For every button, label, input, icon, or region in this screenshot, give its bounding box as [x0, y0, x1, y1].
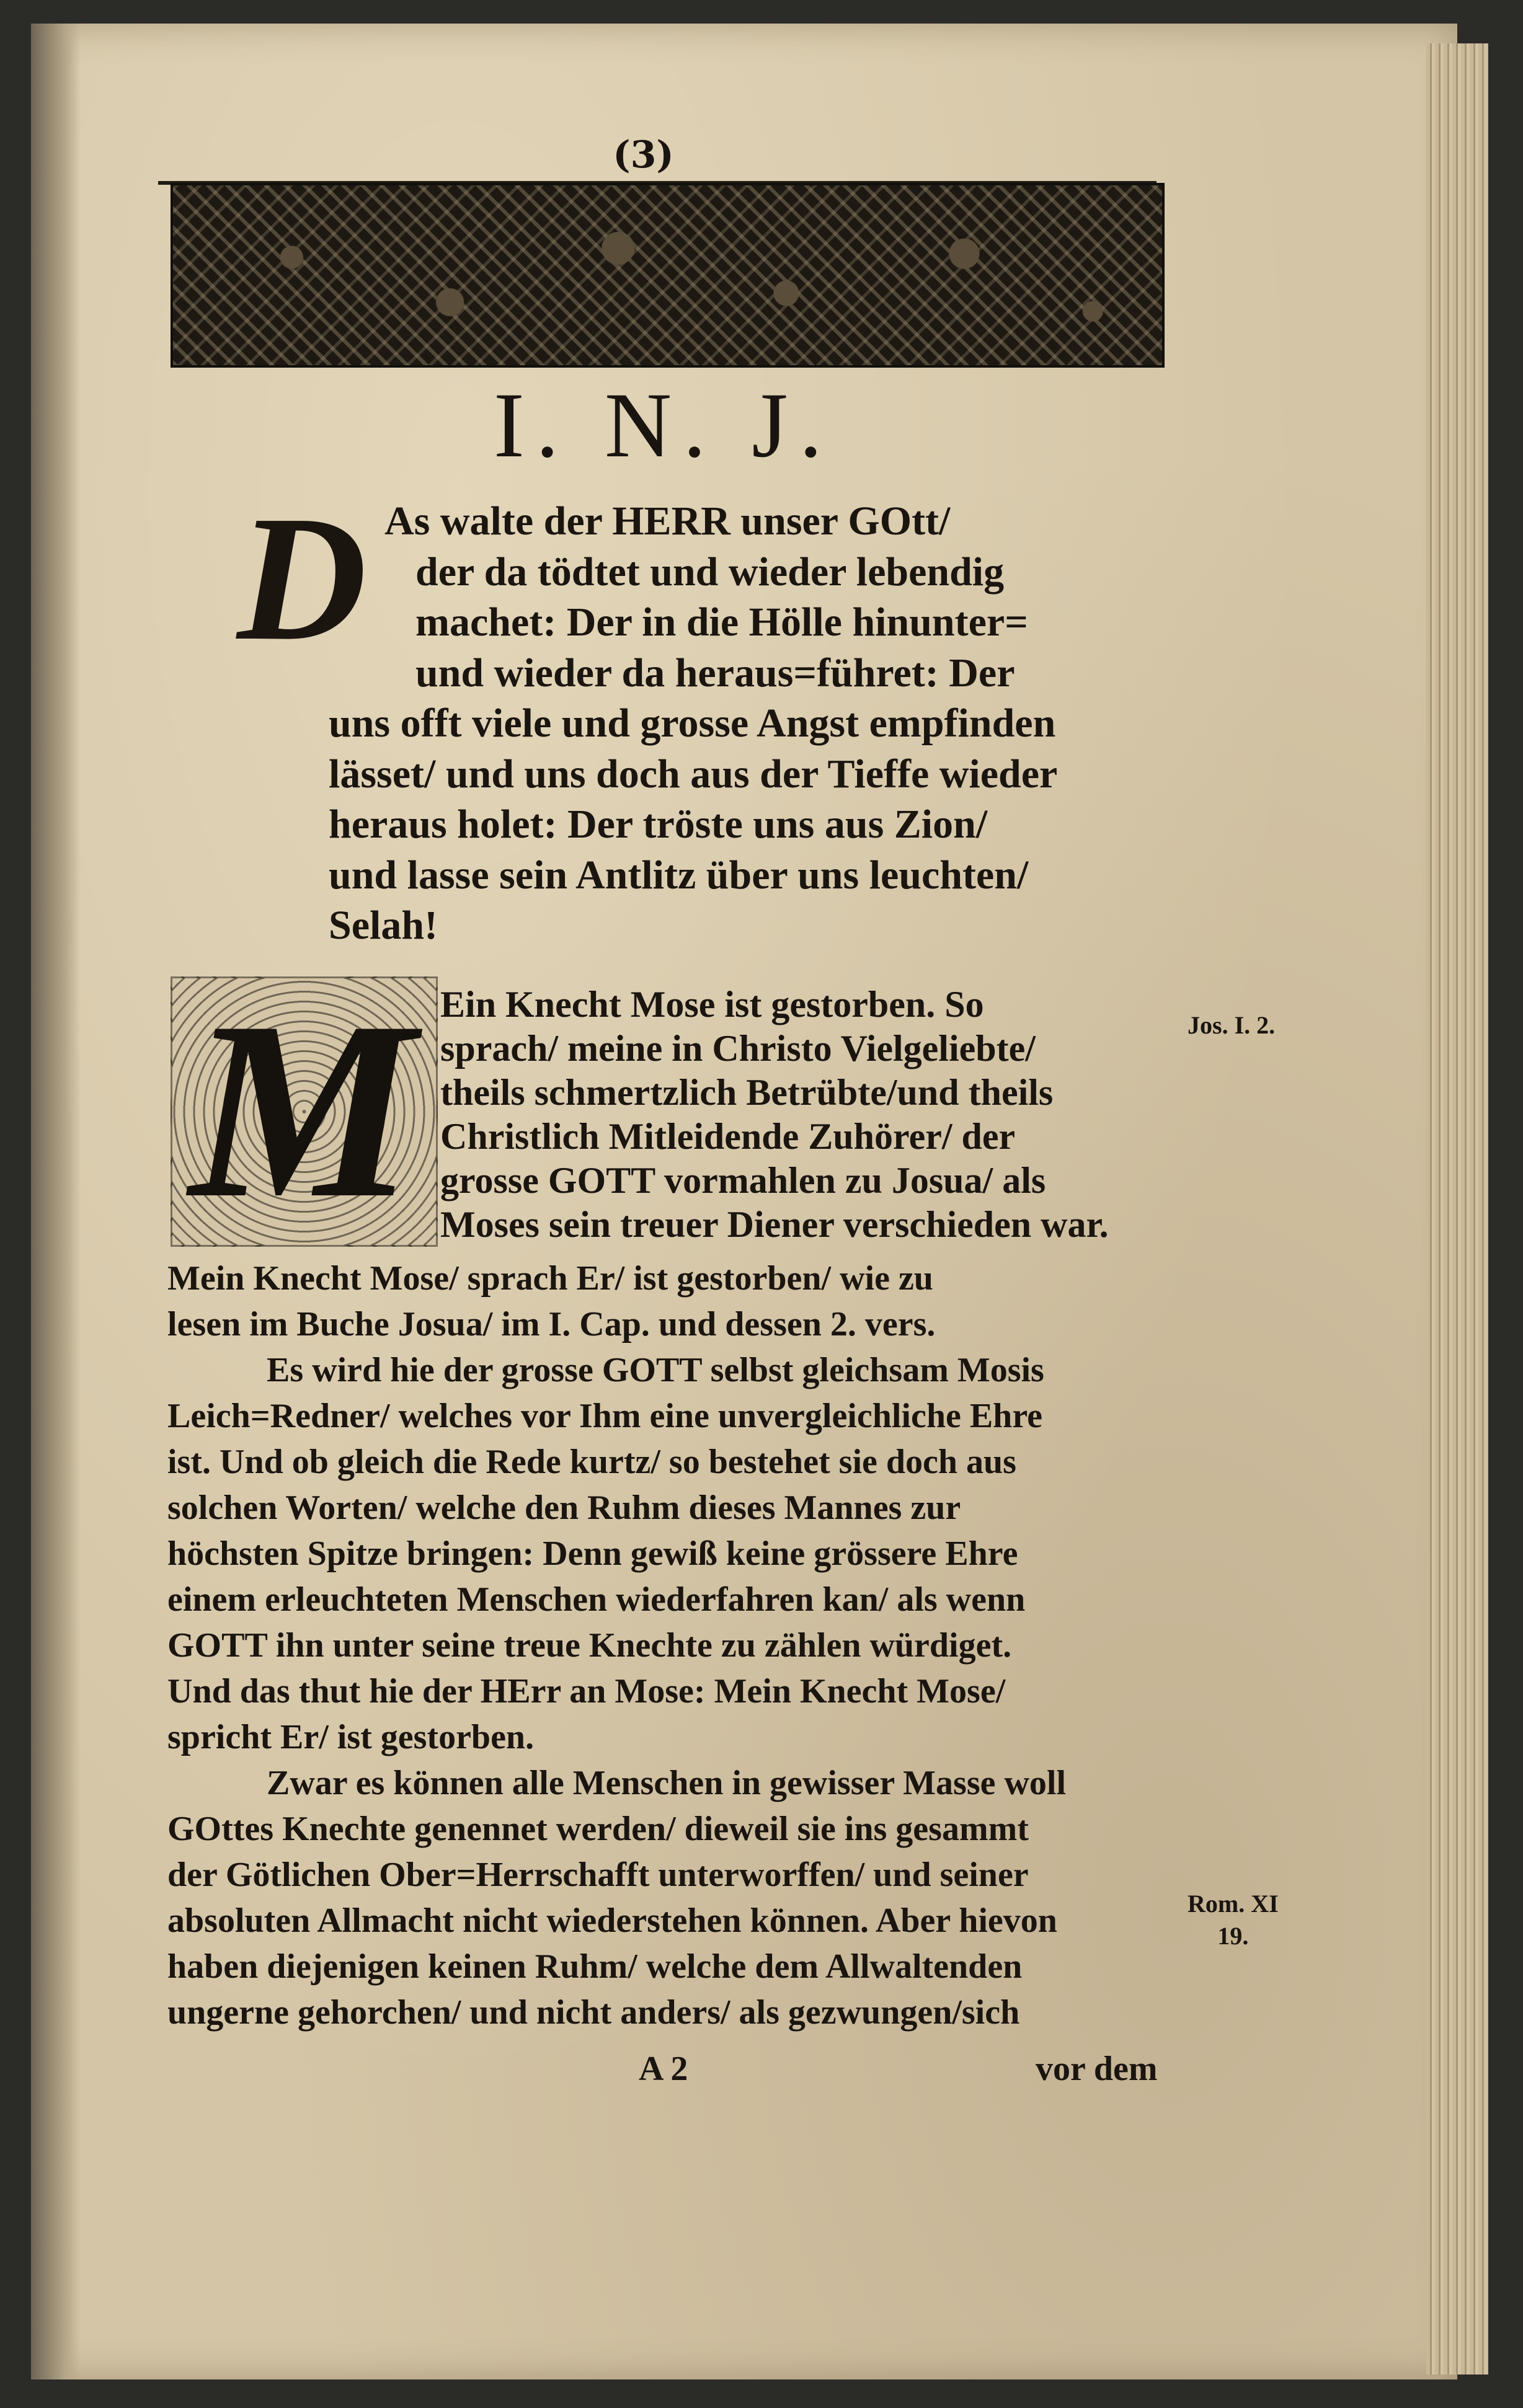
sermon-line: Es wird hie der grosse GOTT selbst gleichsam Mosis — [267, 1351, 1044, 1389]
page-edges — [1426, 43, 1488, 2375]
page-gutter — [31, 24, 81, 2379]
sermon-line: der Götlichen Ober=Herrschafft unterworffen/ und seiner — [167, 1856, 1029, 1894]
sermon-opening-line: theils schmertzlich Betrübte/und theils — [440, 1072, 1054, 1113]
sermon-line: Und das thut hie der HErr an Mose: Mein Knecht Mose/ — [167, 1672, 1006, 1711]
margin-reference-romans-verse: 19. — [1217, 1922, 1249, 1950]
sermon-line: Mein Knecht Mose/ sprach Er/ ist gestorben/ wie zu — [167, 1259, 933, 1298]
sermon-body — [167, 1255, 1184, 2035]
margin-reference-romans — [1188, 1888, 1279, 1952]
sermon-line: haben diejenigen keinen Ruhm/ welche dem Allwaltenden — [167, 1947, 1023, 1986]
sermon-line: absoluten Allmacht nicht wiederstehen können. Aber hievon — [167, 1901, 1057, 1940]
sermon-opening-line: Moses sein treuer Diener verschieden war. — [440, 1204, 1109, 1245]
sermon-line: höchsten Spitze bringen: Denn gewiß keine grössere Ehre — [167, 1534, 1018, 1573]
invocation-line: uns offt viele und grosse Angst empfinden — [329, 701, 1056, 746]
sermon-line: spricht Er/ ist gestorben. — [167, 1718, 535, 1756]
sermon-opening-line: sprach/ meine in Christo Vielgeliebte/ — [440, 1028, 1036, 1069]
margin-reference-josua: Jos. I. 2. — [1188, 1011, 1276, 1039]
sermon-opening-line: Ein Knecht Mose ist gestorben. So — [440, 984, 984, 1025]
sermon-opening-line: grosse GOTT vormahlen zu Josua/ als — [440, 1160, 1046, 1201]
signature-mark: A 2 — [639, 2050, 688, 2088]
page-number: (3) — [613, 133, 674, 177]
ornamental-initial: M — [189, 969, 415, 1250]
invocation-line: Selah! — [329, 903, 438, 948]
woodcut-ornament-band — [171, 183, 1165, 368]
invocation-line: und wieder da heraus=führet: Der — [415, 650, 1015, 696]
drop-cap-initial: D — [237, 479, 367, 678]
margin-reference-romans-book: Rom. XI — [1188, 1890, 1279, 1918]
invocation-line: und lasse sein Antlitz über uns leuchten/ — [329, 852, 1029, 898]
invocation-line: machet: Der in die Hölle hinunter= — [415, 600, 1028, 645]
catchword: vor dem — [1036, 2050, 1158, 2088]
sermon-opening — [440, 983, 1184, 1247]
sermon-opening-line: Christlich Mitleidende Zuhörer/ der — [440, 1116, 1016, 1157]
sermon-line: GOTT ihn unter seine treue Knechte zu zählen würdiget. — [167, 1626, 1012, 1665]
sermon-line: lesen im Buche Josua/ im I. Cap. und dessen 2. vers. — [167, 1305, 936, 1343]
invocation-line: heraus holet: Der tröste uns aus Zion/ — [329, 802, 988, 847]
page-title: I. N. J. — [493, 374, 834, 477]
sermon-line: solchen Worten/ welche den Ruhm dieses Mannes zur — [167, 1489, 961, 1527]
sermon-line: Leich=Redner/ welches vor Ihm eine unvergleichliche Ehre — [167, 1397, 1043, 1435]
invocation-line: der da tödtet und wieder lebendig — [415, 549, 1005, 595]
sermon-line: einem erleuchteten Menschen wiederfahren kan/ als wenn — [167, 1580, 1026, 1619]
sermon-line: Zwar es können alle Menschen in gewisser Masse woll — [267, 1764, 1067, 1802]
invocation-paragraph — [167, 479, 1184, 951]
invocation-line: lässet/ und uns doch aus der Tieffe wieder — [329, 751, 1058, 797]
page-header — [133, 133, 1153, 177]
sermon-line: GOttes Knechte genennet werden/ dieweil sie ins gesammt — [167, 1810, 1029, 1848]
sermon-line: ungerne gehorchen/ und nicht anders/ als gezwungen/sich — [167, 1993, 1020, 2032]
sermon-line: ist. Und ob gleich die Rede kurtz/ so bestehet sie doch aus — [167, 1443, 1016, 1481]
invocation-line: As walte der HERR unser GOtt/ — [384, 498, 951, 544]
